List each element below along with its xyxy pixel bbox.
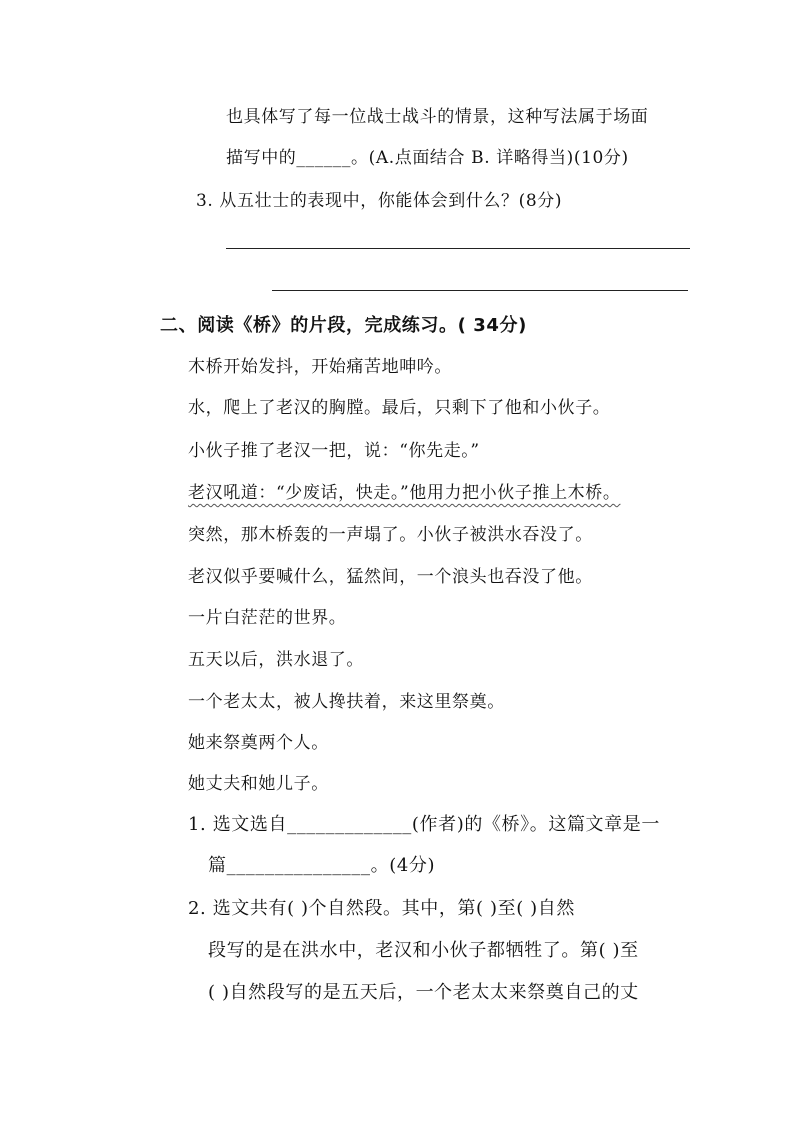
question-2-line-2: 段写的是在洪水中，老汉和小伙子都牺牲了。第( )至: [208, 940, 639, 961]
question-1-line-1: 1. 选文选自_____________(作者)的《桥》。这篇文章是一: [188, 814, 660, 835]
passage-paragraph: 一个老太太，被人搀扶着，来这里祭奠。: [188, 692, 505, 712]
question-2-line-1: 2. 选文共有( )个自然段。其中，第( )至( )自然: [188, 898, 575, 919]
section-heading: 二、阅读《桥》的片段，完成练习。( 34分): [160, 315, 527, 336]
passage-paragraph: 水，爬上了老汉的胸膛。最后，只剩下了他和小伙子。: [188, 398, 611, 418]
passage-paragraph-underlined: 老汉吼道：“少废话，快走。”他用力把小伙子推上木桥。: [188, 483, 621, 503]
answer-line-2[interactable]: [272, 290, 688, 291]
question-3: 3. 从五壮士的表现中，你能体会到什么？(8分): [196, 191, 563, 211]
passage-paragraph: 木桥开始发抖，开始痛苦地呻吟。: [188, 357, 452, 377]
passage-paragraph: 一片白茫茫的世界。: [188, 608, 347, 628]
passage-paragraph: 小伙子推了老汉一把，说：“你先走。”: [188, 441, 480, 461]
answer-line-1[interactable]: [226, 248, 690, 249]
question-1-line-2: 篇_______________。(4分): [208, 855, 436, 876]
passage-paragraph: 老汉似乎要喊什么，猛然间，一个浪头也吞没了他。: [188, 567, 593, 587]
passage-paragraph: 她丈夫和她儿子。: [188, 774, 329, 794]
passage-paragraph: 五天以后，洪水退了。: [188, 650, 364, 670]
passage-paragraph: 突然，那木桥轰的一声塌了。小伙子被洪水吞没了。: [188, 525, 593, 545]
passage-paragraph: 她来祭奠两个人。: [188, 733, 329, 753]
question-text-line-2: 描写中的______。(A.点面结合 B. 详略得当)(10分): [226, 148, 629, 168]
question-text-line-1: 也具体写了每一位战士战斗的情景，这种写法属于场面: [226, 107, 649, 127]
question-2-line-3: ( )自然段写的是五天后，一个老太太来祭奠自己的丈: [208, 982, 639, 1003]
